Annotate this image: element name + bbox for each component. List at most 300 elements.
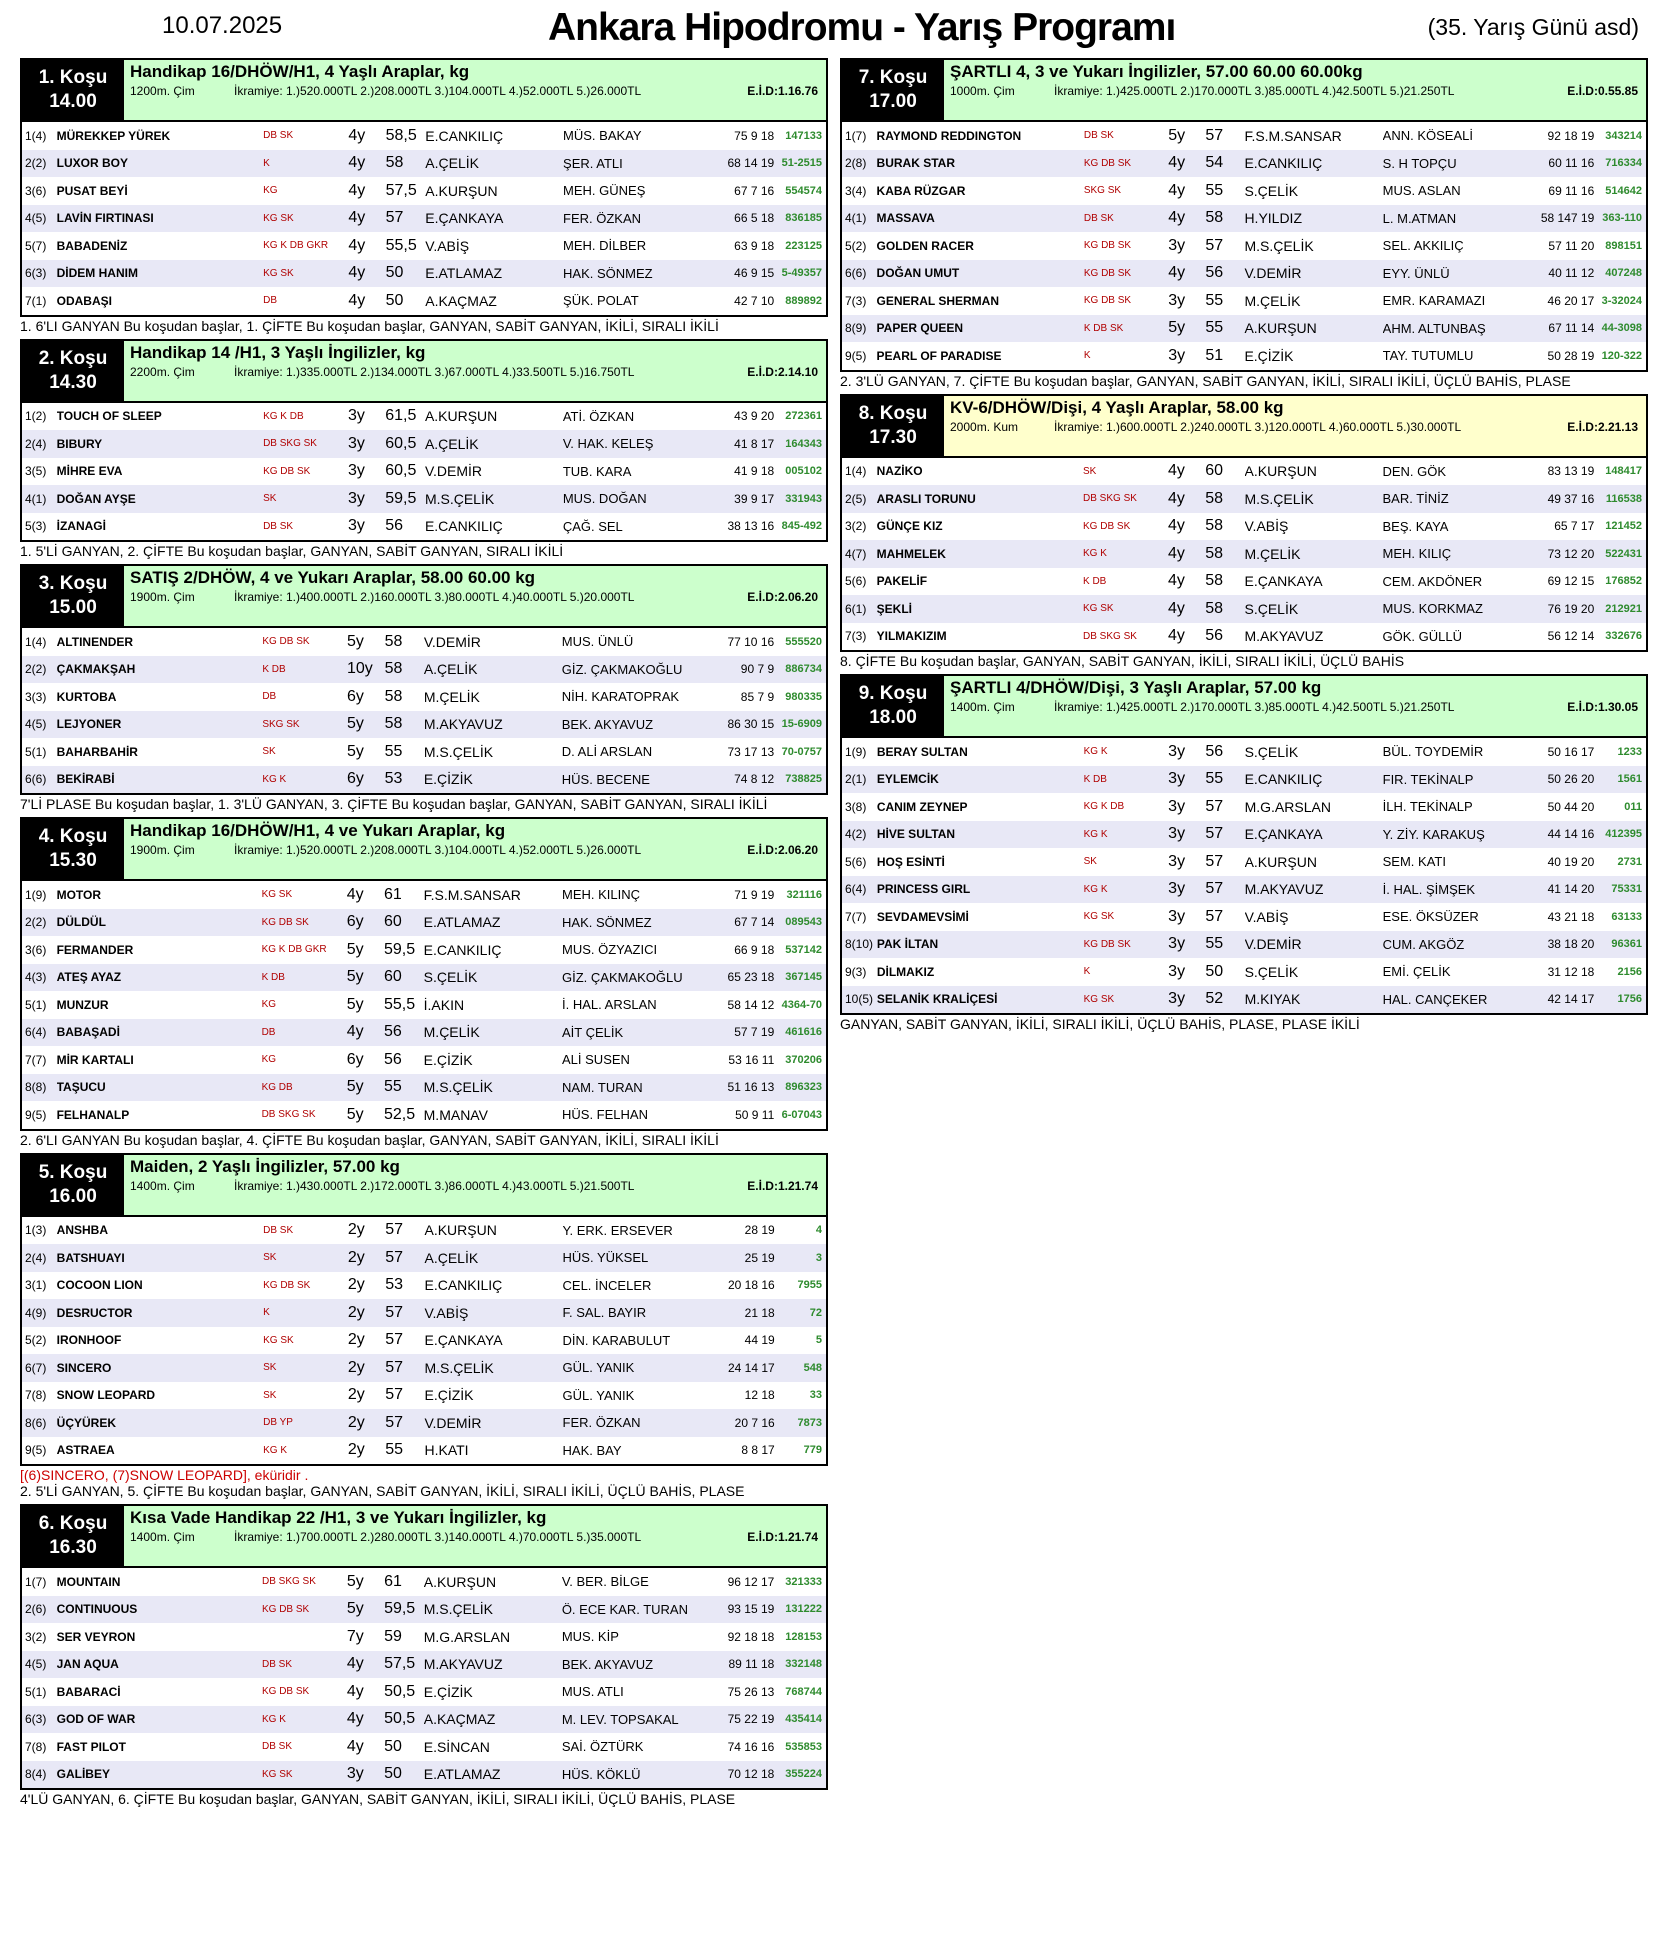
trainer: HÜS. BECENE (562, 766, 711, 795)
table-row[interactable] (21, 232, 827, 260)
table-row[interactable] (21, 485, 827, 513)
horse-age: 4y (346, 1737, 364, 1755)
horse-number: 6(7) (21, 1354, 57, 1382)
horse-age: 4y (348, 291, 366, 309)
table-row[interactable] (21, 287, 827, 316)
horse-weight: 57 (385, 1386, 403, 1404)
table-row[interactable] (841, 513, 1647, 541)
horse-age: 5y (346, 995, 364, 1013)
race-time: 17.30 (869, 426, 917, 448)
form: 716334 (1594, 150, 1647, 178)
form: 343214 (1605, 129, 1642, 142)
jockey: E.ÇANKAYA (424, 1332, 503, 1349)
trainer: TAY. TUTUMLU (1382, 348, 1474, 364)
stats: 70 12 18 (711, 1761, 774, 1790)
table-row[interactable] (841, 766, 1647, 794)
jockey: M.MANAV (423, 1106, 488, 1123)
table-row[interactable] (841, 876, 1647, 904)
horse-number: 3(4) (845, 183, 867, 198)
table-row[interactable] (21, 430, 827, 458)
jockey: M.ÇELİK (1245, 540, 1383, 568)
trainer: ŞÜK. POLAT (563, 293, 639, 309)
horse-age: 4y (1168, 260, 1205, 288)
horse-number: 6(4) (21, 1019, 57, 1047)
horse-weight: 54 (1205, 150, 1244, 178)
horse-number: 8(8) (21, 1074, 57, 1102)
horse-age: 2y (348, 1244, 385, 1272)
table-row[interactable] (21, 458, 827, 486)
horse-age: 5y (346, 1105, 364, 1123)
jockey: M.S.ÇELİK (424, 1354, 562, 1382)
horse-age: 5y (347, 1074, 384, 1102)
stats: 38 13 16 (727, 519, 775, 534)
race-number-box (22, 60, 124, 120)
horse-age: 4y (1168, 485, 1205, 513)
race-number-box (22, 1506, 124, 1566)
jockey: A.KURŞUN (1244, 315, 1382, 343)
horse-age: 2y (347, 1441, 365, 1459)
jockey: E.SİNCAN (423, 1738, 490, 1755)
form: 321116 (786, 888, 822, 901)
horse-name: ANSHBA (56, 1223, 108, 1238)
horse-name: KURTOBA (56, 689, 117, 704)
horse-number: 9(5) (845, 348, 867, 363)
trainer: EYY. ÜNLÜ (1383, 260, 1531, 288)
form: 7873 (775, 1409, 827, 1437)
horse-number: 7(7) (25, 1052, 47, 1067)
equipment: K (1083, 350, 1091, 362)
horse-name: SER VEYRON (56, 1629, 136, 1644)
table-row[interactable] (841, 205, 1647, 233)
table-row[interactable] (841, 177, 1647, 205)
jockey: V.DEMİR (423, 633, 481, 650)
equipment: DB SK (263, 1224, 294, 1236)
jockey: M.G.ARSLAN (423, 1628, 511, 1645)
race-title: Handikap 16/DHÖW/H1, 4 Yaşlı Araplar, kg (130, 62, 470, 81)
horse-name: MİR KARTALI (56, 1052, 134, 1067)
jockey: A.ÇELİK (424, 656, 562, 684)
form: 51-2515 (774, 150, 827, 178)
stats: 50 9 11 (735, 1107, 775, 1122)
race-time: 14.30 (49, 371, 97, 393)
horse-name: JAN AQUA (57, 1651, 262, 1679)
horse-number: 5(1) (25, 744, 47, 759)
table-row[interactable] (21, 964, 827, 992)
table-row[interactable] (841, 958, 1647, 986)
horse-number: 2(4) (21, 1244, 57, 1272)
equipment: KG DB SK (1083, 520, 1131, 532)
race-entries-table (20, 881, 828, 1131)
table-row[interactable] (21, 403, 827, 431)
table-row[interactable] (21, 1733, 827, 1761)
table-row[interactable] (841, 568, 1647, 596)
equipment: DB (263, 295, 278, 307)
horse-name: IRONHOOF (56, 1333, 122, 1348)
race-bet-types: 1. 5'Lİ GANYAN, 2. ÇİFTE Bu koşudan başlar, GANYAN, SABİT GANYAN, SIRALI İKİLİ (20, 543, 564, 559)
horse-weight: 56 (1205, 742, 1224, 760)
equipment: KG DB SK (262, 636, 310, 648)
horse-weight: 57 (385, 1354, 424, 1382)
trainer: HAK. SÖNMEZ (563, 260, 711, 288)
form: 120-322 (1601, 349, 1642, 362)
table-row[interactable] (841, 821, 1647, 849)
jockey: E.CANKILIÇ (425, 127, 504, 144)
horse-weight: 57 (1205, 876, 1244, 904)
race-number-box (22, 566, 124, 626)
stats: 21 18 (711, 1299, 774, 1327)
form: 121452 (1605, 520, 1642, 533)
trainer: SAİ. ÖZTÜRK (561, 1739, 644, 1755)
race-entries-table (20, 403, 828, 543)
horse-weight: 59 (384, 1627, 402, 1645)
equipment: KG K (1083, 540, 1168, 568)
stats: 74 8 12 (711, 766, 774, 795)
horse-number: 4(5) (21, 1651, 57, 1679)
horse-weight: 57 (1205, 126, 1224, 144)
horse-age: 3y (347, 407, 365, 425)
horse-weight: 56 (1205, 627, 1224, 645)
race-prize: İkramiye: 1.)430.000TL 2.)172.000TL 3.)86.000TL 4.)43.000TL 5.)21.500TL (234, 1178, 635, 1193)
horse-age: 4y (1167, 572, 1185, 590)
horse-weight: 55 (1205, 291, 1224, 309)
horse-name: PUSAT BEYİ (56, 183, 128, 198)
horse-name: LUXOR BOY (57, 150, 264, 178)
jockey: E.CANKILIÇ (1245, 766, 1383, 794)
horse-age: 4y (1168, 150, 1205, 178)
race-header (20, 1504, 828, 1568)
stats: 73 12 20 (1531, 540, 1594, 568)
horse-age: 6y (347, 909, 384, 937)
table-row[interactable] (841, 287, 1647, 315)
horse-number: 5(1) (25, 997, 47, 1012)
form: 980335 (785, 690, 822, 703)
equipment: KG SK (263, 205, 348, 233)
equipment: KG SK (1083, 911, 1115, 923)
table-row[interactable] (21, 1074, 827, 1102)
form: 131222 (774, 1596, 827, 1624)
race-prize: İkramiye: 1.)400.000TL 2.)160.000TL 3.)80.000TL 4.)40.000TL 5.)20.000TL (234, 590, 635, 604)
horse-number: 5(3) (25, 519, 47, 534)
jockey: F.S.M.SANSAR (423, 886, 521, 903)
stats: 38 18 20 (1531, 931, 1594, 959)
table-row[interactable] (21, 991, 827, 1019)
horse-age: 3y (347, 517, 365, 535)
horse-name: LEJYONER (57, 711, 263, 739)
horse-number: 7(3) (845, 293, 867, 308)
table-row[interactable] (21, 122, 827, 150)
horse-age: 3y (348, 430, 385, 458)
race-info (124, 1155, 826, 1215)
table-row[interactable] (841, 342, 1647, 371)
table-row[interactable] (21, 1272, 827, 1300)
form: 5 (815, 1334, 822, 1347)
horse-weight: 57 (386, 205, 426, 233)
jockey: A.KURŞUN (423, 1573, 497, 1590)
horse-number: 4(7) (841, 540, 877, 568)
table-row[interactable] (21, 1568, 827, 1596)
table-row[interactable] (21, 766, 827, 795)
equipment: DB (262, 691, 277, 703)
horse-weight: 53 (385, 1276, 403, 1294)
equipment: DB SKG SK (1083, 485, 1168, 513)
race-block (840, 674, 1648, 1031)
horse-number: 4(1) (841, 205, 877, 233)
table-row[interactable] (21, 1101, 827, 1130)
form: 6-07043 (781, 1108, 822, 1121)
horse-weight: 50,5 (384, 1682, 416, 1700)
horse-weight: 56 (385, 517, 404, 535)
race-number: 4. Koşu (38, 826, 108, 847)
horse-age: 4y (1168, 181, 1186, 199)
table-row[interactable] (21, 260, 827, 288)
race-bet-types: 8. ÇİFTE Bu koşudan başlar, GANYAN, SABİT GANYAN, İKİLİ, SIRALI İKİLİ, ÜÇLÜ BAHİS (840, 653, 1405, 669)
table-row[interactable] (841, 903, 1647, 931)
form: 332148 (774, 1651, 827, 1679)
horse-number: 6(6) (21, 766, 57, 795)
trainer: Ö. ECE KAR. TURAN (562, 1596, 711, 1624)
race-day-label: (35. Yarış Günü asd) (1427, 14, 1639, 40)
race-title: Kısa Vade Handikap 22 /H1, 3 ve Yukarı İngilizler, kg (130, 1508, 547, 1527)
race-prize: İkramiye: 1.)600.000TL 2.)240.000TL 3.)120.000TL 4.)60.000TL 5.)30.000TL (1054, 419, 1462, 434)
race-header (840, 394, 1648, 458)
form: 522431 (1594, 540, 1647, 568)
table-row[interactable] (841, 232, 1647, 260)
form: 116538 (1594, 485, 1647, 513)
table-row[interactable] (21, 1046, 827, 1074)
table-row[interactable] (21, 738, 827, 766)
trainer: BAR. TİNİZ (1382, 485, 1530, 513)
horse-age: 5y (346, 1572, 364, 1590)
stats: 50 44 20 (1547, 799, 1595, 814)
table-row[interactable] (21, 683, 827, 711)
table-row[interactable] (21, 656, 827, 684)
table-row[interactable] (21, 881, 827, 909)
horse-name: BAHARBAHİR (56, 744, 138, 759)
race-prize: İkramiye: 1.)520.000TL 2.)208.000TL 3.)104.000TL 4.)52.000TL 5.)26.000TL (234, 84, 642, 98)
table-row[interactable] (841, 931, 1647, 959)
jockey: E.CANKILIÇ (424, 1277, 503, 1294)
table-row[interactable] (21, 177, 827, 205)
equipment: K DB (1083, 575, 1107, 587)
table-row[interactable] (21, 1299, 827, 1327)
equipment: SK (263, 1244, 348, 1272)
horse-age: 10y (347, 656, 385, 684)
horse-age: 3y (1168, 821, 1205, 849)
equipment: K (263, 1299, 348, 1327)
table-row[interactable] (21, 1706, 827, 1734)
trainer: HAL. CANÇEKER (1383, 986, 1531, 1015)
trainer: MUS. ASLAN (1382, 183, 1461, 199)
table-row[interactable] (21, 936, 827, 964)
table-row[interactable] (841, 260, 1647, 288)
race-number: 8. Koşu (858, 402, 928, 424)
stats: 65 7 17 (1554, 519, 1595, 534)
race-prize: İkramiye: 1.)425.000TL 2.)170.000TL 3.)85.000TL 4.)42.500TL 5.)21.250TL (1054, 700, 1455, 714)
table-row[interactable] (21, 150, 827, 178)
trainer: CUM. AKGÖZ (1383, 931, 1531, 959)
horse-age: 3y (348, 485, 385, 513)
race-entries-table (840, 122, 1648, 372)
race-bet-types: 7'Lİ PLASE Bu koşudan başlar, 1. 3'LÜ GANYAN, 3. ÇİFTE Bu koşudan başlar, GANYAN, SABİT GANYAN, SIRALI İKİLİ (20, 796, 768, 812)
table-row[interactable] (21, 1651, 827, 1679)
equipment: KG SK (1084, 986, 1169, 1015)
horse-weight: 57 (1205, 907, 1224, 925)
horse-number: 2(1) (841, 766, 877, 794)
horse-number: 1(3) (25, 1223, 47, 1238)
trainer: EMR. KARAMAZI (1382, 293, 1486, 309)
jockey: M.S.ÇELİK (1244, 237, 1314, 254)
race-entries-table (20, 122, 828, 317)
equipment: KG DB SK (263, 465, 311, 477)
horse-weight: 55 (384, 742, 403, 760)
horse-age: 3y (1168, 766, 1205, 794)
horse-name: FAST PILOT (56, 1739, 126, 1754)
jockey: E.ATLAMAZ (424, 909, 562, 937)
table-row[interactable] (21, 1761, 827, 1790)
horse-number: 5(2) (845, 238, 867, 253)
race-distance: 2200m. Çim (130, 364, 195, 379)
horse-number: 2(5) (841, 485, 877, 513)
horse-age: 3y (1168, 931, 1205, 959)
form: 537142 (785, 943, 822, 956)
equipment: KG DB SK (1084, 150, 1168, 178)
form: 898151 (1605, 239, 1642, 252)
table-row[interactable] (841, 150, 1647, 178)
race-distance: 1900m. Çim (130, 590, 195, 604)
horse-number: 3(2) (845, 519, 867, 534)
equipment: DB SK (263, 130, 294, 142)
table-row[interactable] (21, 205, 827, 233)
horse-age: 5y (347, 711, 385, 739)
table-row[interactable] (21, 1437, 827, 1466)
jockey: S.ÇELİK (424, 964, 562, 992)
jockey: M.S.ÇELİK (424, 1596, 562, 1624)
table-row[interactable] (21, 1596, 827, 1624)
table-row[interactable] (21, 711, 827, 739)
horse-number: 2(6) (21, 1596, 57, 1624)
horse-name: CONTINUOUS (57, 1596, 262, 1624)
stats: 92 18 18 (727, 1629, 775, 1644)
table-row[interactable] (841, 315, 1647, 343)
horse-weight: 58 (384, 687, 403, 705)
trainer: Y. ZİY. KARAKUŞ (1383, 821, 1531, 849)
stats: 69 11 16 (1548, 183, 1595, 198)
jockey: V.ABİŞ (425, 237, 470, 254)
form: 514642 (1605, 184, 1642, 197)
trainer: HÜS. YÜKSEL (563, 1244, 712, 1272)
equipment: KG DB SK (1083, 295, 1132, 307)
stats: 75 22 19 (711, 1706, 774, 1734)
stats: 20 18 16 (727, 1278, 775, 1293)
jockey: M.G.ARSLAN (1244, 798, 1331, 815)
table-row[interactable] (21, 513, 827, 542)
horse-weight: 57 (1205, 797, 1224, 815)
form: 005102 (785, 465, 822, 478)
horse-name: FELHANALP (56, 1107, 130, 1122)
horse-weight: 50 (386, 260, 426, 288)
horse-name: SELANİK KRALİÇESİ (877, 986, 1084, 1015)
table-row[interactable] (21, 909, 827, 937)
table-row[interactable] (21, 1678, 827, 1706)
horse-age: 4y (1168, 595, 1205, 623)
table-row[interactable] (21, 628, 827, 656)
trainer: NAM. TURAN (562, 1074, 711, 1102)
table-row[interactable] (841, 540, 1647, 568)
jockey: M.AKYAVUZ (424, 711, 562, 739)
stats: 51 16 13 (711, 1074, 774, 1102)
table-row[interactable] (21, 1327, 827, 1355)
equipment: DB SK (263, 520, 294, 532)
equipment: DB SK (1084, 205, 1168, 233)
table-row[interactable] (841, 793, 1647, 821)
race-title: SATIŞ 2/DHÖW, 4 ve Yukarı Araplar, 58.00 60.00 kg (130, 568, 536, 587)
horse-age: 4y (348, 181, 366, 199)
table-row[interactable] (841, 485, 1647, 513)
form: 272361 (785, 410, 822, 423)
horse-name: BIBURY (57, 430, 263, 458)
race-number-box (22, 819, 124, 879)
table-row[interactable] (21, 1382, 827, 1410)
horse-age: 3y (1168, 907, 1186, 925)
race-distance: 1900m. Çim (130, 843, 195, 857)
horse-age: 4y (346, 1682, 364, 1700)
table-row[interactable] (841, 122, 1647, 150)
horse-number: 4(3) (21, 964, 57, 992)
horse-number: 3(1) (25, 1278, 47, 1293)
table-row[interactable] (841, 738, 1647, 766)
race-info (944, 396, 1646, 456)
form: 461616 (774, 1019, 827, 1047)
table-row[interactable] (21, 1217, 827, 1245)
horse-age: 3y (1168, 876, 1205, 904)
horse-weight: 57 (1205, 821, 1244, 849)
race-block (840, 394, 1648, 669)
table-row[interactable] (841, 623, 1647, 652)
stats: 67 11 14 (1531, 315, 1595, 343)
race-block (20, 339, 828, 559)
table-row[interactable] (841, 595, 1647, 623)
stats: 83 13 19 (1547, 464, 1595, 479)
race-distance: 1000m. Çim (950, 84, 1015, 98)
equipment: KG DB SK (1084, 260, 1168, 288)
table-row[interactable] (21, 1409, 827, 1437)
horse-weight: 52 (1205, 986, 1244, 1015)
horse-weight: 56 (384, 1019, 424, 1047)
trainer: FER. ÖZKAN (563, 205, 711, 233)
horse-age: 5y (347, 1596, 384, 1624)
jockey: E.CANKILIÇ (423, 941, 502, 958)
table-row[interactable] (21, 1623, 827, 1651)
horse-weight: 60 (1205, 462, 1224, 480)
horse-name: RAYMOND REDDINGTON (876, 128, 1022, 143)
trainer: M. LEV. TOPSAKAL (562, 1706, 711, 1734)
table-row[interactable] (841, 986, 1647, 1015)
jockey: S.ÇELİK (1244, 182, 1299, 199)
table-row[interactable] (841, 848, 1647, 876)
table-row[interactable] (841, 458, 1647, 486)
table-row[interactable] (21, 1244, 827, 1272)
table-row[interactable] (21, 1354, 827, 1382)
table-row[interactable] (21, 1019, 827, 1047)
race-time: 17.00 (869, 91, 917, 112)
equipment: DB SK (261, 1741, 292, 1753)
horse-weight: 58 (385, 711, 424, 739)
race-time: 18.00 (869, 707, 917, 728)
horse-age: 3y (1168, 797, 1186, 815)
stats: 92 18 19 (1547, 128, 1595, 143)
horse-age: 2y (348, 1409, 385, 1437)
form: 836185 (774, 205, 827, 233)
